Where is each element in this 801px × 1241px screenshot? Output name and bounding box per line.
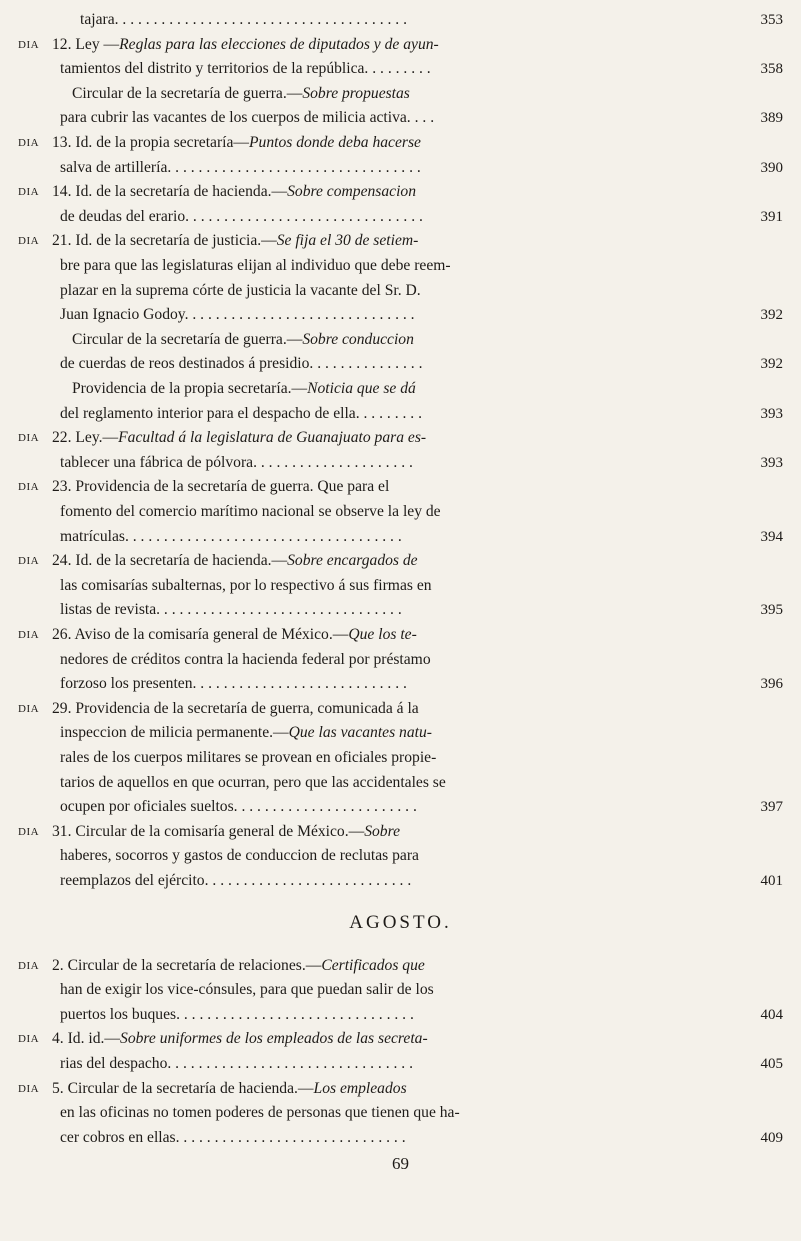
entry-text: han de exigir los vice-cónsules, para que puedan salir de los — [60, 981, 434, 999]
entry-text: para cubrir las vacantes de los cuerpos de milicia activa. . . . — [60, 109, 435, 127]
entry-text: Juan Ignacio Godoy. . . . . . . . . . . . . . . . . . . . . . . . . . . . . . — [60, 306, 415, 324]
day-number: 24. — [52, 552, 72, 570]
entry-text: puertos los buques. . . . . . . . . . . . . . . . . . . . . . . . . . . . . . . — [60, 1005, 414, 1023]
entry-text: Id. id.—Sobre uniformes de los empleados de las secreta- — [67, 1030, 428, 1048]
entry-text: Aviso de la comisaría general de México.—Que los te- — [74, 626, 417, 643]
index-entry — [18, 377, 783, 426]
entry-text: Id. de la propia secretaría—Puntos donde deba hacerse — [75, 134, 421, 151]
day-number: 4. — [52, 1030, 64, 1048]
index-entry — [18, 33, 783, 82]
entry-text: Circular de la secretaría de hacienda.—Los empleados — [67, 1079, 407, 1097]
page-number: 401 — [760, 872, 783, 889]
index-entry — [18, 229, 783, 327]
entry-text: reemplazos del ejército. . . . . . . . . . . . . . . . . . . . . . . . . . . — [60, 871, 412, 889]
dia-label: DIA — [18, 959, 40, 972]
entry-text: nedores de créditos contra la hacienda federal por préstamo — [60, 650, 431, 668]
index-entry — [18, 131, 783, 180]
entry-text: matrículas. . . . . . . . . . . . . . . . . . . . . . . . . . . . . . . . . . . . — [60, 527, 402, 545]
entry-text: Providencia de la propia secretaría.—Noticia que se dá — [72, 380, 416, 397]
entry-text: Ley.—Facultad á la legislatura de Guanajuato para es- — [75, 429, 427, 447]
page-number: 393 — [760, 405, 783, 422]
entry-text: de deudas del erario. . . . . . . . . . . . . . . . . . . . . . . . . . . . . . . — [60, 207, 423, 225]
page-number: 392 — [760, 356, 783, 373]
entry-text: ocupen por oficiales sueltos. . . . . . . . . . . . . . . . . . . . . . . . — [60, 798, 417, 816]
day-number: 14. — [52, 183, 72, 201]
running-top-line — [18, 8, 783, 33]
index-entry — [18, 623, 783, 697]
entry-text: listas de revista. . . . . . . . . . . . . . . . . . . . . . . . . . . . . . . . — [60, 601, 402, 619]
day-number: 13. — [52, 134, 72, 151]
dia-label: DIA — [18, 1082, 40, 1095]
page-number: 396 — [760, 676, 783, 693]
entry-text: inspeccion de milicia permanente.—Que las vacantes natu- — [60, 724, 432, 742]
day-number: 12. — [52, 35, 72, 53]
entry-text: fomento del comercio marítimo nacional se observe la ley de — [60, 502, 441, 520]
index-entry — [18, 180, 783, 229]
entry-text: cer cobros en ellas. . . . . . . . . . . . . . . . . . . . . . . . . . . . . . — [60, 1128, 406, 1146]
page-number: 397 — [760, 799, 783, 816]
index-entry — [18, 549, 783, 623]
dia-label: DIA — [18, 702, 40, 715]
index-entry — [18, 82, 783, 131]
entry-text: Circular de la secretaría de relaciones.—Certificados que — [67, 956, 425, 974]
entry-text: Ley —Reglas para las elecciones de diputados y de ayun- — [75, 35, 439, 53]
entry-text: tablecer una fábrica de pólvora. . . . . . . . . . . . . . . . . . . . . — [60, 453, 413, 471]
page-number: 393 — [760, 454, 783, 471]
entry-text: Providencia de la secretaría de guerra, comunicada á la — [75, 699, 419, 717]
index-entry — [18, 328, 783, 377]
entry-text: haberes, socorros y gastos de conduccion de reclutas para — [60, 847, 419, 865]
entry-text: forzoso los presenten. . . . . . . . . . . . . . . . . . . . . . . . . . . . — [60, 675, 407, 693]
dia-label: DIA — [18, 555, 40, 568]
entry-text: del reglamento interior para el despacho de ella. . . . . . . . . — [60, 404, 422, 422]
page-number: 389 — [760, 110, 783, 127]
entry-text: Circular de la comisaría general de México.—Sobre — [75, 822, 401, 840]
entry-text: en las oficinas no tomen poderes de personas que tienen que ha- — [60, 1104, 460, 1122]
entry-text: de cuerdas de reos destinados á presidio. . . . . . . . . . . . . . . — [60, 355, 423, 373]
page-number: 405 — [760, 1055, 783, 1072]
dia-label: DIA — [18, 137, 40, 149]
day-number: 23. — [52, 478, 72, 496]
dia-label: DIA — [18, 825, 40, 838]
dia-label: DIA — [18, 629, 40, 641]
entry-text: plazar en la suprema córte de justicia la vacante del Sr. D. — [60, 281, 421, 299]
entry-text: Id. de la secretaría de hacienda.—Sobre encargados de — [75, 552, 418, 570]
day-number: 26. — [52, 626, 72, 643]
day-number: 21. — [52, 232, 72, 250]
entry-text: Circular de la secretaría de guerra.—Sobre conduccion — [72, 330, 414, 348]
page-number: 394 — [760, 528, 783, 545]
day-number: 2. — [52, 956, 64, 974]
entry-text: bre para que las legislaturas elijan al individuo que debe reem- — [60, 256, 451, 274]
index-entry — [18, 697, 783, 820]
entry-text: Circular de la secretaría de guerra.—Sobre propuestas — [72, 84, 410, 102]
dia-label: DIA — [18, 186, 40, 199]
running-top-text: tajara. . . . . . . . . . . . . . . . . . . . . . . . . . . . . . . . . . . . . . — [80, 11, 408, 28]
entry-text: Id. de la secretaría de hacienda.—Sobre compensacion — [75, 183, 417, 201]
folio-number: 69 — [392, 1154, 409, 1174]
page-number: 395 — [760, 602, 783, 619]
day-number: 31. — [52, 822, 72, 840]
dia-label: DIA — [18, 481, 40, 494]
page-number: 358 — [760, 61, 783, 78]
dia-label: DIA — [18, 38, 40, 51]
dia-label: DIA — [18, 1033, 40, 1046]
entry-text: rias del despacho. . . . . . . . . . . . . . . . . . . . . . . . . . . . . . . . — [60, 1054, 413, 1072]
day-number: 22. — [52, 429, 72, 447]
day-number: 29. — [52, 699, 72, 717]
dia-label: DIA — [18, 235, 40, 248]
dia-label: DIA — [18, 432, 40, 445]
page-number: 404 — [760, 1006, 783, 1023]
page-number: 409 — [760, 1129, 783, 1146]
day-number: 5. — [52, 1079, 64, 1097]
page-number: 391 — [760, 208, 783, 225]
section-heading: AGOSTO. — [349, 911, 452, 933]
entry-text: las comisarías subalternas, por lo respectivo á sus firmas en — [60, 576, 432, 594]
entry-text: rales de los cuerpos militares se provean en oficiales propie- — [60, 748, 437, 766]
entry-text: salva de artillería. . . . . . . . . . . . . . . . . . . . . . . . . . . . . . . . . — [60, 158, 421, 176]
page-number: 392 — [760, 307, 783, 324]
entry-text: tamientos del distrito y territorios de la república. . . . . . . . . — [60, 60, 431, 78]
entry-text: Id. de la secretaría de justicia.—Se fija el 30 de setiem- — [75, 232, 419, 250]
index-entry — [18, 426, 783, 475]
running-top-page: 353 — [760, 12, 783, 28]
entry-text: Providencia de la secretaría de guerra. Que para el — [75, 478, 390, 496]
index-entry — [18, 475, 783, 549]
page-number: 390 — [760, 159, 783, 176]
entry-text: tarios de aquellos en que ocurran, pero que las accidentales se — [60, 773, 446, 791]
